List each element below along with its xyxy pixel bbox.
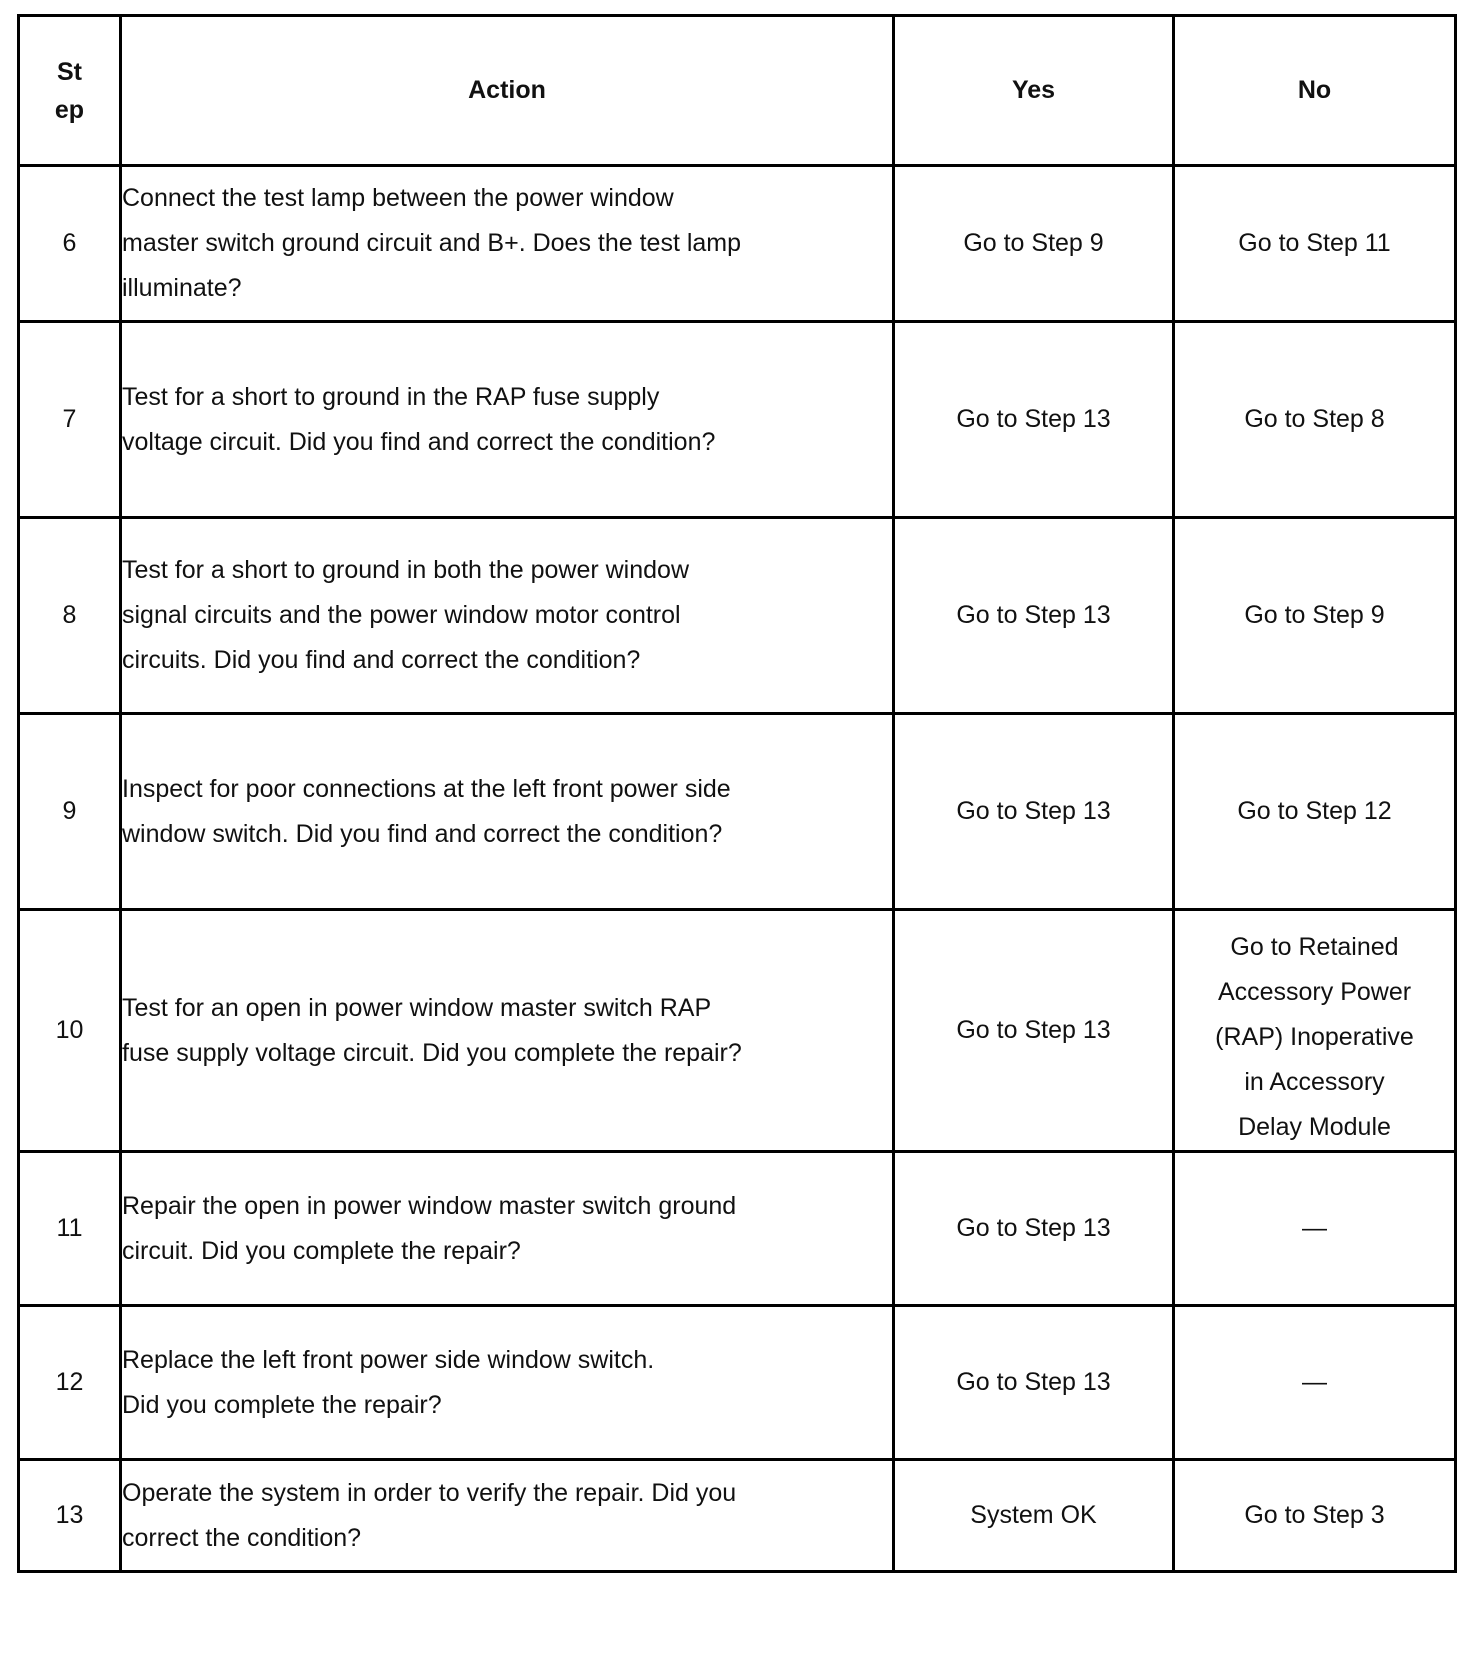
action-line: fuse supply voltage circuit. Did you complete the repair? bbox=[122, 1038, 742, 1067]
no-result: Go to Step 3 bbox=[1174, 1460, 1456, 1572]
step-number: 8 bbox=[19, 518, 121, 714]
yes-result: System OK bbox=[894, 1460, 1174, 1572]
action-text bbox=[121, 518, 894, 714]
no-result-line: Delay Module bbox=[1238, 1113, 1391, 1141]
no-result-line: in Accessory bbox=[1244, 1068, 1385, 1096]
action-line: signal circuits and the power window motor control bbox=[122, 601, 681, 629]
action-text bbox=[121, 714, 894, 910]
table-row bbox=[19, 322, 1456, 518]
header-action: Action bbox=[121, 16, 894, 166]
action-line: illuminate? bbox=[122, 274, 242, 302]
table-row bbox=[19, 1460, 1456, 1572]
step-number: 7 bbox=[19, 322, 121, 518]
yes-result: Go to Step 9 bbox=[894, 166, 1174, 322]
table-row bbox=[19, 1306, 1456, 1460]
header-no: No bbox=[1174, 16, 1456, 166]
header-step-line1: St bbox=[57, 57, 82, 86]
yes-result: Go to Step 13 bbox=[894, 714, 1174, 910]
no-result: Go to Step 12 bbox=[1174, 714, 1456, 910]
table-body bbox=[19, 166, 1456, 1572]
action-line: Test for an open in power window master switch RAP bbox=[122, 993, 712, 1022]
action-line: circuit. Did you complete the repair? bbox=[122, 1236, 521, 1265]
no-result: Go to Step 8 bbox=[1174, 322, 1456, 518]
table-row bbox=[19, 714, 1456, 910]
action-text bbox=[121, 1306, 894, 1460]
action-line: Repair the open in power window master switch ground bbox=[122, 1191, 737, 1220]
header-yes: Yes bbox=[894, 16, 1174, 166]
table-row bbox=[19, 910, 1456, 1152]
header-row bbox=[19, 16, 1456, 166]
no-result: Go to Step 9 bbox=[1174, 518, 1456, 714]
yes-result: Go to Step 13 bbox=[894, 1306, 1174, 1460]
step-number: 10 bbox=[19, 910, 121, 1152]
no-result-line: Go to Retained bbox=[1230, 933, 1399, 961]
no-result: — bbox=[1174, 1152, 1456, 1306]
yes-result: Go to Step 13 bbox=[894, 1152, 1174, 1306]
table-row bbox=[19, 518, 1456, 714]
action-line: Inspect for poor connections at the left front power side bbox=[122, 774, 731, 803]
action-line: Operate the system in order to verify the repair. Did you bbox=[122, 1478, 737, 1507]
yes-result: Go to Step 13 bbox=[894, 322, 1174, 518]
table-row bbox=[19, 166, 1456, 322]
no-result bbox=[1174, 910, 1456, 1152]
step-number: 9 bbox=[19, 714, 121, 910]
action-line: Did you complete the repair? bbox=[122, 1390, 442, 1419]
action-text bbox=[121, 1460, 894, 1572]
yes-result: Go to Step 13 bbox=[894, 518, 1174, 714]
no-result-line: (RAP) Inoperative bbox=[1215, 1023, 1414, 1051]
action-line: window switch. Did you find and correct the condition? bbox=[122, 819, 723, 848]
step-number: 13 bbox=[19, 1460, 121, 1572]
action-line: voltage circuit. Did you find and correct the condition? bbox=[122, 427, 716, 456]
action-line: Connect the test lamp between the power window bbox=[122, 184, 674, 212]
action-text bbox=[121, 910, 894, 1152]
action-line: circuits. Did you find and correct the condition? bbox=[122, 646, 641, 674]
action-line: Replace the left front power side window switch. bbox=[122, 1345, 655, 1374]
no-result: Go to Step 11 bbox=[1174, 166, 1456, 322]
step-number: 12 bbox=[19, 1306, 121, 1460]
table-row bbox=[19, 1152, 1456, 1306]
no-result: — bbox=[1174, 1306, 1456, 1460]
action-line: master switch ground circuit and B+. Does the test lamp bbox=[122, 229, 742, 257]
step-number: 11 bbox=[19, 1152, 121, 1306]
action-line: Test for a short to ground in the RAP fuse supply bbox=[122, 382, 660, 411]
action-line: correct the condition? bbox=[122, 1523, 362, 1552]
step-number: 6 bbox=[19, 166, 121, 322]
action-text bbox=[121, 166, 894, 322]
header-step-line2: ep bbox=[54, 95, 85, 124]
diagnostic-table bbox=[17, 14, 1457, 1573]
action-text bbox=[121, 322, 894, 518]
no-result-line: Accessory Power bbox=[1217, 978, 1412, 1006]
action-line: Test for a short to ground in both the power window bbox=[122, 556, 689, 584]
action-text bbox=[121, 1152, 894, 1306]
header-step bbox=[19, 16, 121, 166]
yes-result: Go to Step 13 bbox=[894, 910, 1174, 1152]
